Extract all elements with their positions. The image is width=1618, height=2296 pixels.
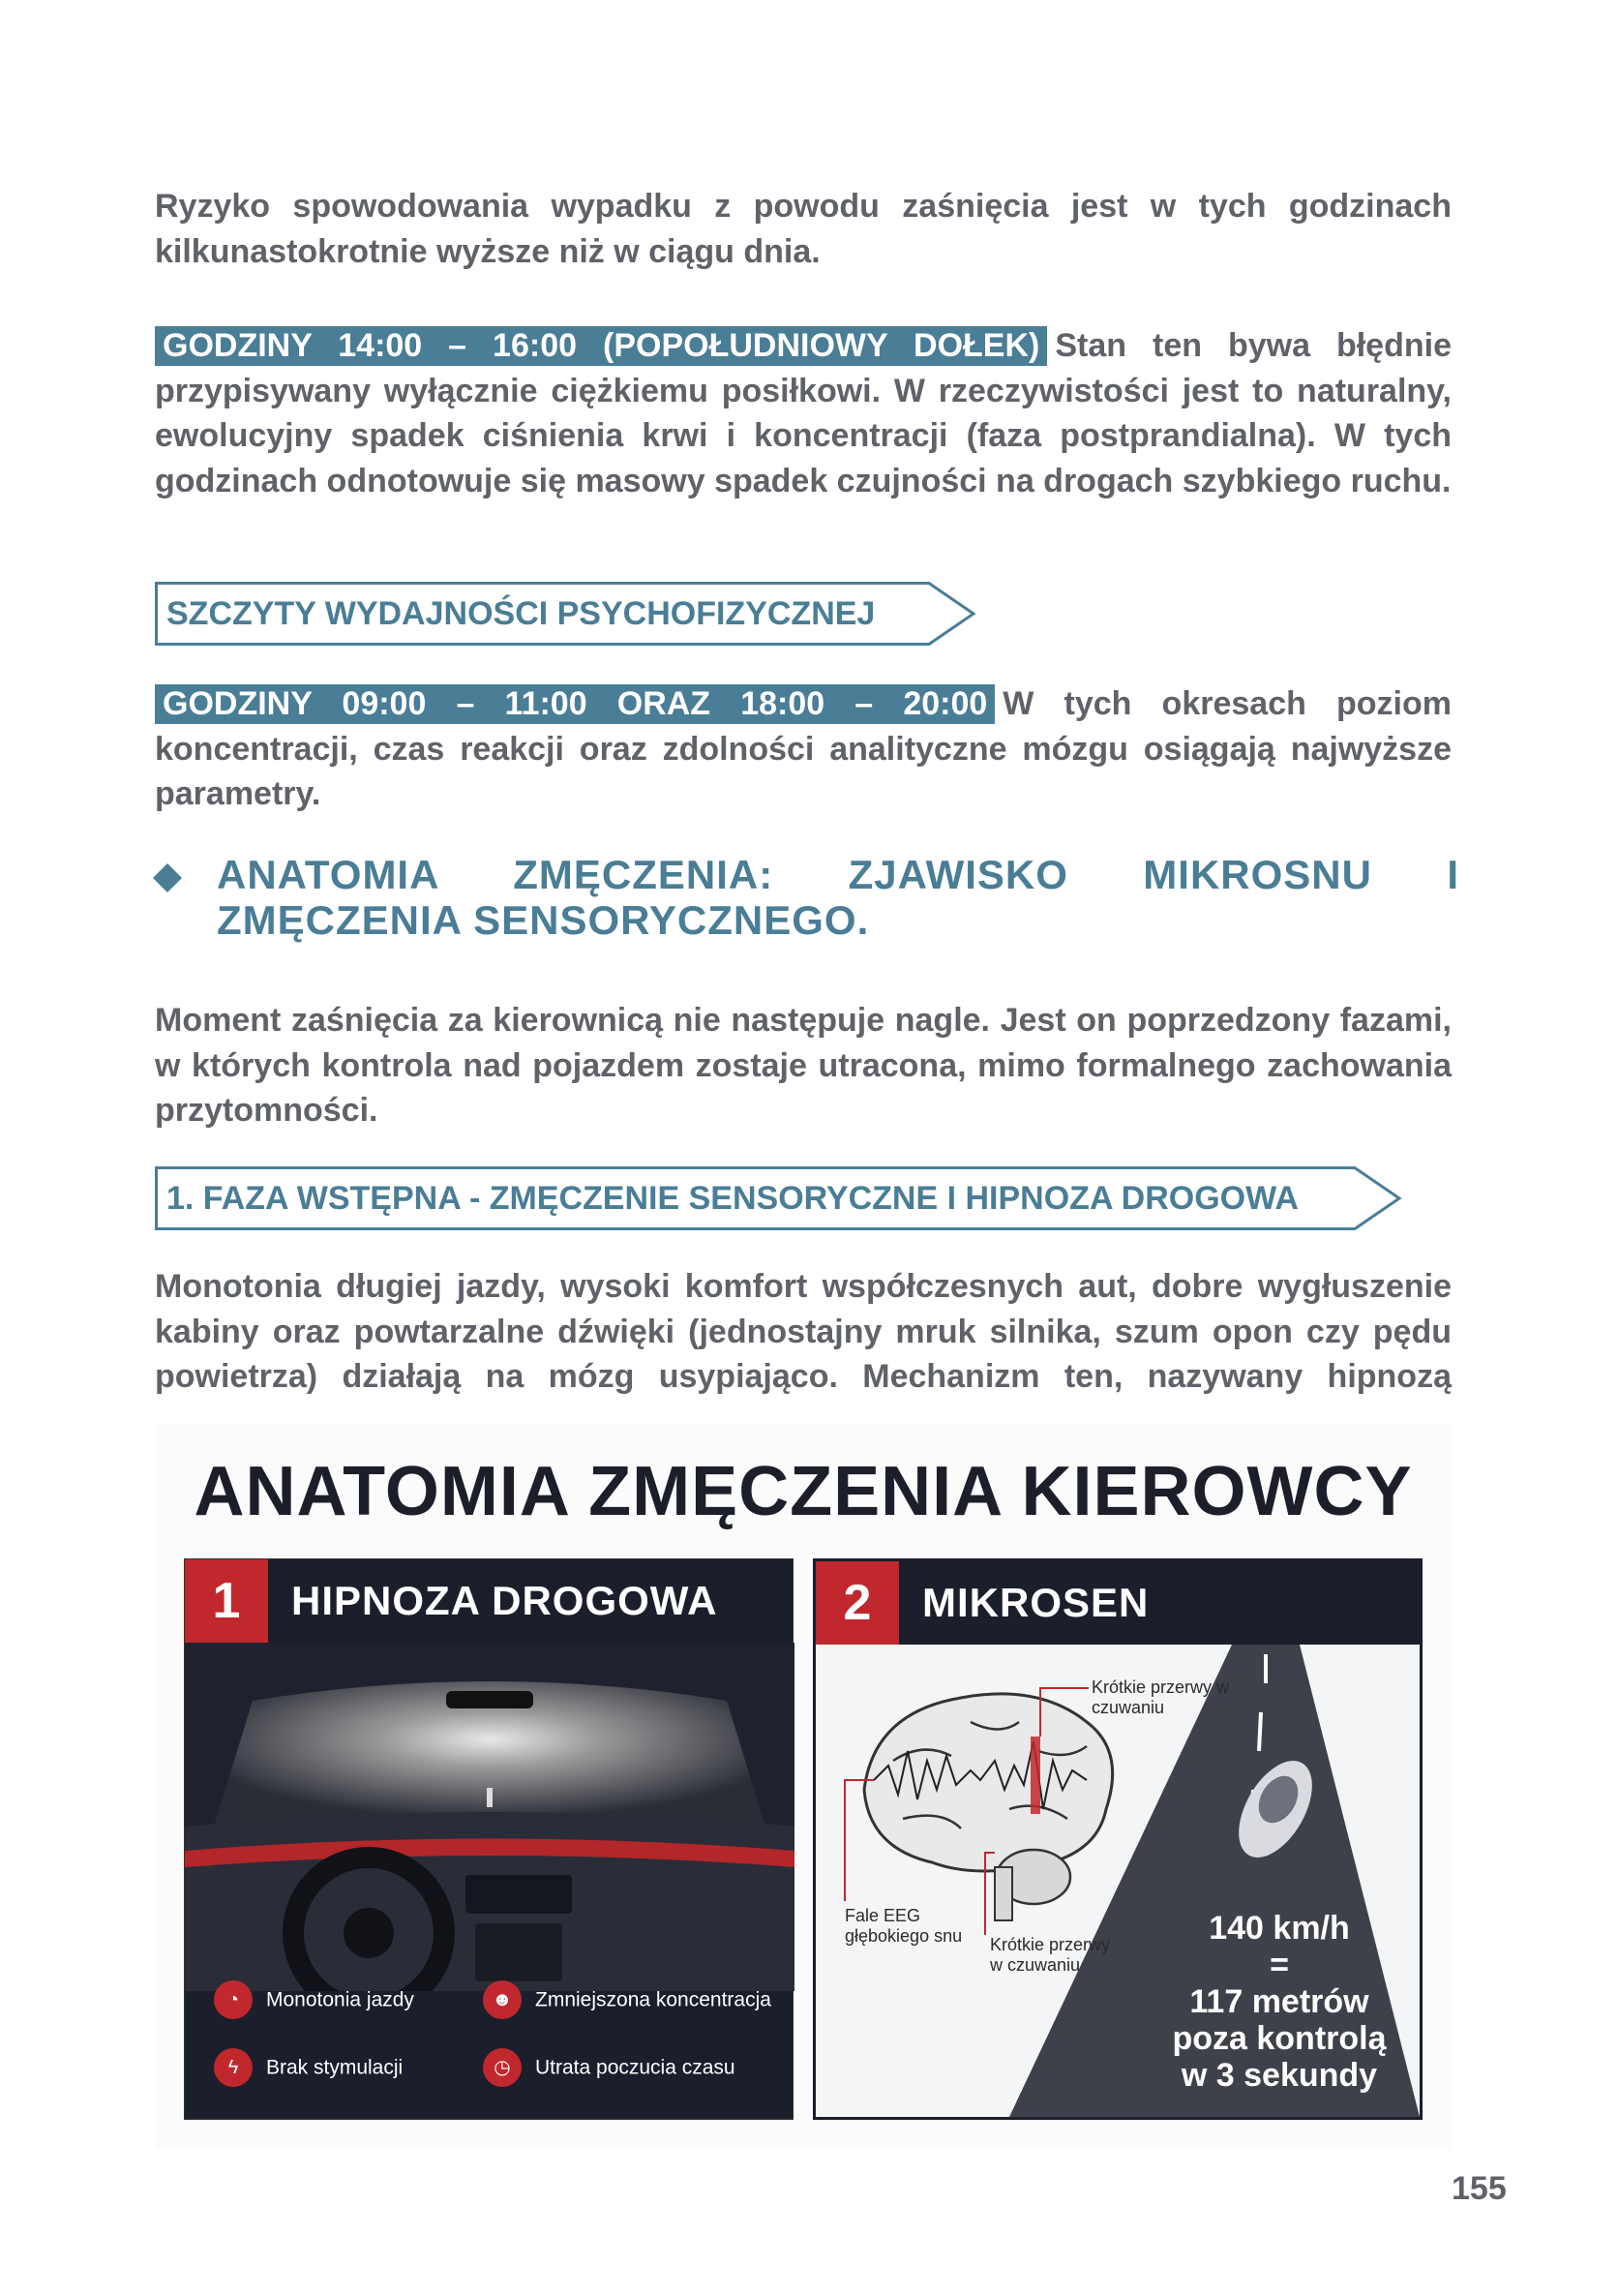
highlight-label-afternoon: GODZINY 14:00 – 16:00 (POPOŁUDNIOWY DOŁEK) xyxy=(155,326,1047,366)
diamond-bullet-icon xyxy=(153,863,182,892)
paragraph-peak-hours xyxy=(155,681,1452,817)
paragraph-afternoon-text: Stan ten bywa błędnie przypisywany wyłącznie ciężkiemu posiłkowi. W rzeczywistości jest to naturalny, ewolucyjny spadek ciśnienia krwi i koncentracji (faza postprandialna). W tych godzinach odnotowuje się masowy spadek czujności na drogach szybkiego ruchu. xyxy=(155,327,1452,499)
clock-icon: ◷ xyxy=(483,2048,522,2087)
panel-number: 2 xyxy=(816,1561,899,1645)
speed-distance-callout xyxy=(1168,1910,1391,2094)
feature-time-loss: ◷ Utrata poczucia czasu xyxy=(483,2046,735,2089)
label-eeg-waves: Fale EEG głębokiego snu xyxy=(845,1906,963,1946)
speedometer-icon: ◔ xyxy=(214,1980,253,2019)
feature-reduced-concentration: ☻ Zmniejszona koncentracja xyxy=(483,1979,771,2021)
panel-header xyxy=(816,1561,1420,1645)
subheading-box-phase-1 xyxy=(155,1166,1403,1230)
highlight-label-peak-hours: GODZINY 09:00 – 11:00 ORAZ 18:00 – 20:00 xyxy=(155,684,995,724)
panel-number: 1 xyxy=(185,1559,268,1643)
head-brain-icon: ☻ xyxy=(483,1980,522,2019)
panel-title: HIPNOZA DROGOWA xyxy=(291,1578,718,1623)
speed-value: 140 km/h xyxy=(1209,1910,1350,1947)
feature-no-stimulation: ϟ Brak stymulacji xyxy=(214,2046,403,2089)
panel-header xyxy=(185,1559,793,1643)
distance-desc: poza kontrolą xyxy=(1172,2020,1387,2057)
car-interior-tunnel-illustration xyxy=(185,1643,794,1991)
panel-road-hypnosis xyxy=(184,1558,794,2120)
speed-equals: = xyxy=(1270,1947,1289,1983)
paragraph-peak-text: W tych okresach poziom koncentracji, czas reakcji oraz zdolności analityczne mózgu osiągają najwyższe parametry. xyxy=(155,685,1452,812)
panel-title: MIKROSEN xyxy=(922,1580,1150,1625)
distance-time: w 3 sekundy xyxy=(1181,2057,1378,2094)
section-title: ANATOMIA ZMĘCZENIA: ZJAWISKO MIKROSNU I ZMĘCZENIA SENSORYCZNEGO. xyxy=(217,852,1459,943)
paragraph-falling-asleep: Moment zaśnięcia za kierownicą nie następuje nagle. Jest on poprzedzony fazami, w których kontrola nad pojazdem zostaje utracona, mimo formalnego zachowania przytomności. xyxy=(155,1002,1452,1129)
lightning-icon: ϟ xyxy=(214,2048,253,2087)
infographic-fatigue xyxy=(155,1423,1452,2149)
distance-value: 117 metrów xyxy=(1189,1983,1369,2020)
paragraph-afternoon-dip xyxy=(155,323,1452,503)
infographic-title: ANATOMIA ZMĘCZENIA KIEROWCY xyxy=(194,1453,1413,1530)
paragraph-monotony: Monotonia długiej jazdy, wysoki komfort współczesnych aut, dobre wygłuszenie kabiny oraz powtarzalne dźwięki (jednostajny mruk silnika, szum opon czy pędu powietrza) działają na mózg usypiająco. Mechanizm ten, nazywany hipnozą xyxy=(155,1268,1452,1395)
page-number: 155 xyxy=(1452,2170,1507,2207)
subheading-phase-1-label: 1. FAZA WSTĘPNA - ZMĘCZENIE SENSORYCZNE I HIPNOZA DROGOWA xyxy=(166,1180,1299,1217)
paragraph-risk: Ryzyko spowodowania wypadku z powodu zaśnięcia jest w tych godzinach kilkunastokrotnie wyższe niż w ciągu dnia. xyxy=(155,188,1452,270)
subheading-peaks-label: SZCZYTY WYDAJNOŚCI PSYCHOFIZYCZNEJ xyxy=(166,595,876,632)
feature-monotony: ◔ Monotonia jazdy xyxy=(214,1979,414,2021)
panel-microsleep xyxy=(813,1558,1423,2120)
label-brief-lapses-bottom: Krótkie przerwy w czuwaniu xyxy=(990,1935,1111,1975)
label-brief-lapses-top: Krótkie przerwy w czuwaniu xyxy=(1092,1677,1230,1717)
subheading-box-peaks xyxy=(155,582,977,646)
